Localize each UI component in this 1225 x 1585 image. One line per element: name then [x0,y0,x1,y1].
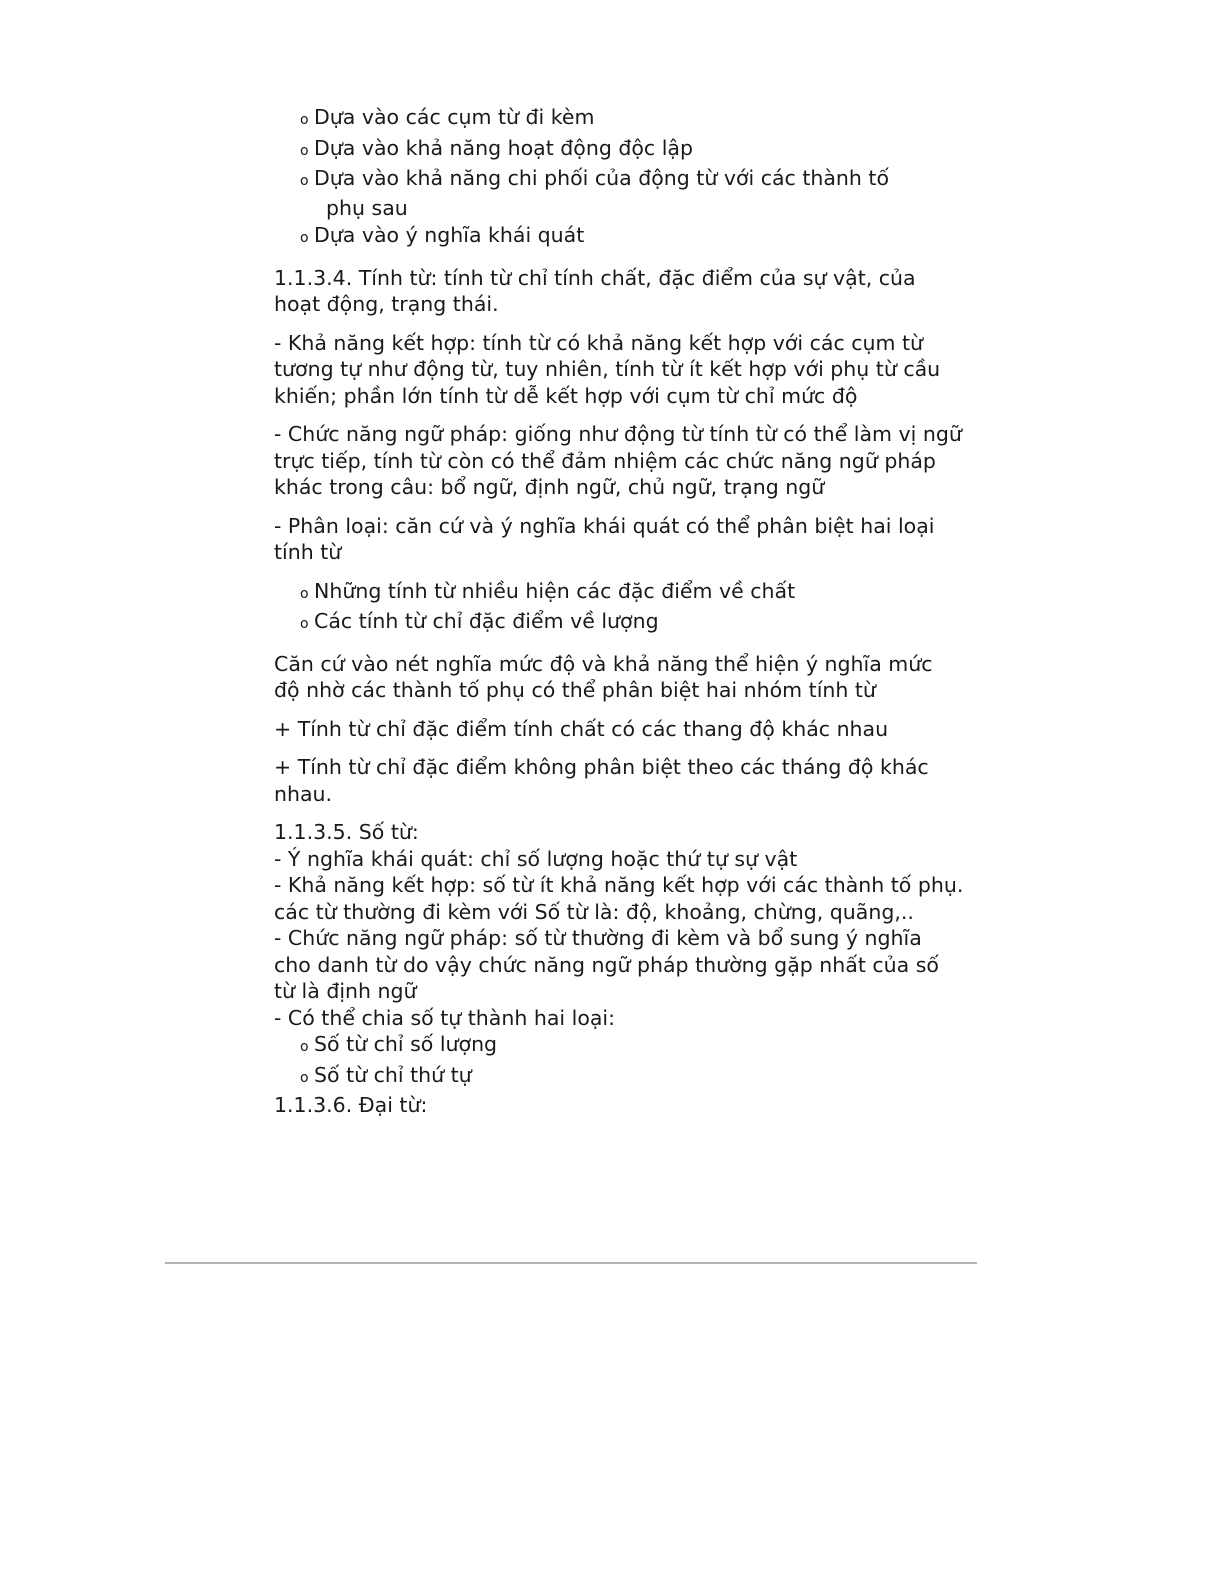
list-item-text: Dựa vào các cụm từ đi kèm [314,105,595,129]
list-item-text: Số từ chỉ số lượng [314,1032,498,1056]
bullet-mark: o [300,173,309,189]
paragraph-so-tu-chuc-nang: - Chức năng ngữ pháp: số từ thường đi kèm và bổ sung ý nghĩa cho danh từ do vậy chức năng ngữ pháp thường gặp nhất của số từ là định ngữ [274,926,939,1003]
section-heading-1-1-3-5: 1.1.3.5. Số từ: [274,820,419,844]
list-item [274,1031,964,1061]
list-item-text: Dựa vào ý nghĩa khái quát [314,223,585,247]
document-body [274,104,964,1119]
list-item-continuation: phụ sau [326,195,408,220]
bullet-mark: o [300,585,309,602]
paragraph-so-tu-ket-hop: - Khả năng kết hợp: số từ ít khả năng kết hợp với các thành tố phụ. các từ thường đi kèm với Số từ là: độ, khoảng, chừng, quãng,.. [274,873,964,924]
paragraph-so-tu-y-nghia: - Ý nghĩa khái quát: chỉ số lượng hoặc thứ tự sự vật [274,846,798,871]
bullet-mark: o [300,1069,309,1086]
bullet-mark: o [300,1039,309,1055]
paragraph-chuc-nang-ngu-phap: - Chức năng ngữ pháp: giống như động từ tính từ có thể làm vị ngữ trực tiếp, tính từ còn có thể đảm nhiệm các chức năng ngữ pháp khác trong câu: bổ ngữ, định ngữ, chủ ngữ, trạng ngữ [274,422,962,499]
paragraph-can-cu: Căn cứ vào nét nghĩa mức độ và khả năng thể hiện ý nghĩa mức độ nhờ các thành tố phụ có thể phân biệt hai nhóm tính từ [274,651,933,702]
list-item [274,165,964,221]
list-item-text: Dựa vào khả năng chi phối của động từ với các thành tố [314,166,890,190]
list-item [274,1062,964,1092]
paragraph-plus-2: + Tính từ chỉ đặc điểm không phân biệt theo các tháng độ khác nhau. [274,755,929,806]
list-item-text: Những tính từ nhiều hiện các đặc điểm về chất [314,578,796,603]
page-divider [165,1262,977,1264]
list-item [274,608,964,638]
list-item [274,222,964,252]
paragraph-phan-loai: - Phân loại: căn cứ và ý nghĩa khái quát có thể phân biệt hai loại tính từ [274,513,935,564]
list-item [274,104,964,134]
list-item [274,135,964,165]
bullet-mark: o [300,230,309,246]
paragraph-so-tu-chia: - Có thể chia số tự thành hai loại: [274,1005,616,1030]
list-item [274,578,964,608]
list-item-text: Số từ chỉ thứ tự [314,1062,472,1087]
bullet-mark: o [300,616,309,632]
paragraph-plus-1: + Tính từ chỉ đặc điểm tính chất có các thang độ khác nhau [274,716,889,741]
section-heading-1-1-3-4: 1.1.3.4. Tính từ: tính từ chỉ tính chất, đặc điểm của sự vật, của hoạt động, trạng thái. [274,265,916,316]
paragraph-kha-nang-ket-hop: - Khả năng kết hợp: tính từ có khả năng kết hợp với các cụm từ tương tự như động từ, tuy nhiên, tính từ ít kết hợp với phụ từ cầu khiến; phần lớn tính từ dễ kết hợp với cụm từ chỉ mức độ [274,330,941,408]
list-item-text: Dựa vào khả năng hoạt động độc lập [314,135,693,160]
bullet-mark: o [300,112,309,128]
list-item-text: Các tính từ chỉ đặc điểm về lượng [314,609,659,633]
bullet-mark: o [300,142,309,159]
section-heading-1-1-3-6: 1.1.3.6. Đại từ: [274,1093,428,1117]
